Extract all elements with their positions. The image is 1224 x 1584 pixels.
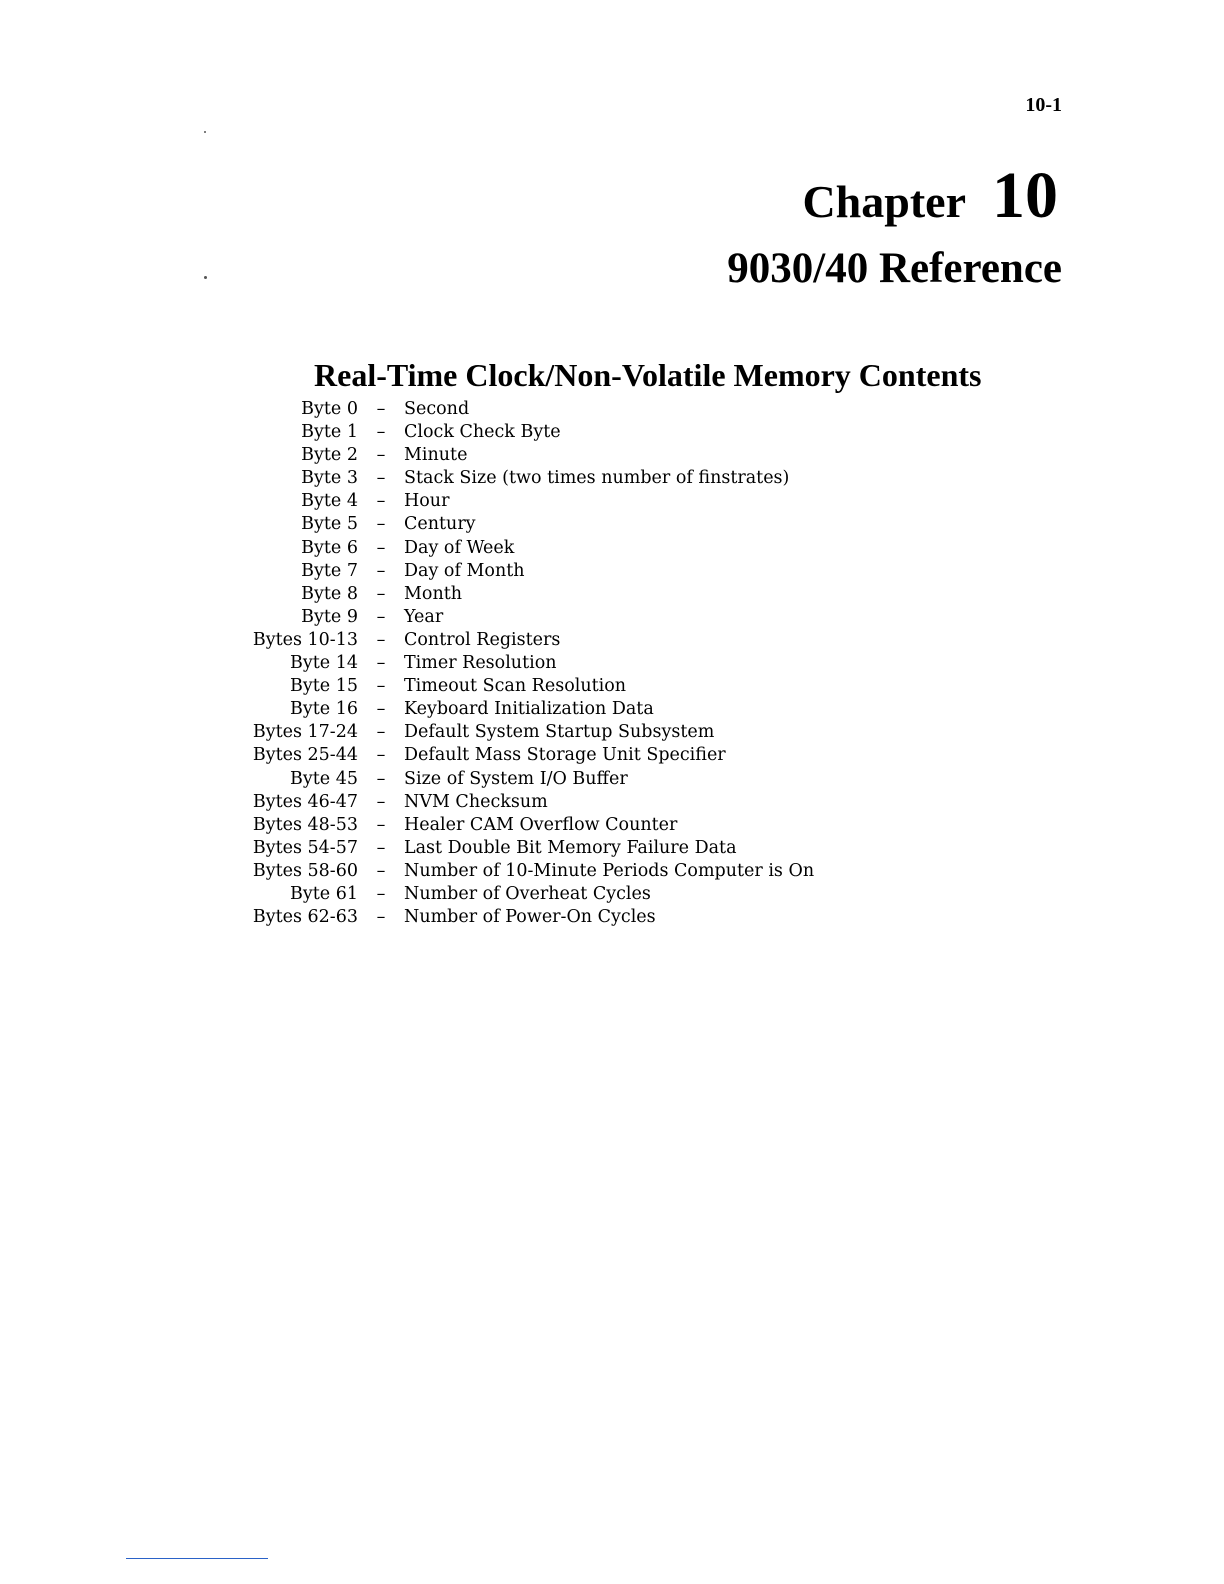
byte-description: Day of Month [404, 560, 525, 581]
byte-description: Second [404, 399, 470, 419]
byte-label: Byte 1 [301, 422, 358, 443]
dash-separator: – [376, 837, 386, 858]
byte-label: Byte 61 [290, 883, 358, 904]
byte-description: Number of Overheat Cycles [404, 883, 651, 904]
byte-row [236, 583, 814, 606]
byte-description: Day of Week [404, 537, 515, 558]
byte-description: Minute [404, 445, 468, 466]
dash-separator: – [376, 422, 386, 443]
scan-speck [204, 276, 207, 279]
byte-label: Byte 4 [301, 491, 358, 512]
byte-row [236, 490, 814, 513]
byte-description: Century [404, 514, 476, 535]
scan-speck [204, 131, 206, 133]
chapter-number: 10 [992, 159, 1058, 232]
byte-description: Healer CAM Overflow Counter [404, 814, 678, 835]
dash-separator: – [376, 399, 386, 419]
byte-description: Size of System I/O Buffer [404, 768, 628, 789]
byte-label: Byte 6 [301, 537, 358, 558]
byte-label: Byte 16 [290, 699, 358, 720]
dash-separator: – [376, 699, 386, 720]
chapter-heading [802, 158, 1058, 234]
byte-description: Keyboard Initialization Data [404, 699, 654, 720]
byte-description: Last Double Bit Memory Failure Data [404, 837, 737, 858]
byte-row [236, 814, 814, 837]
dash-separator: – [376, 537, 386, 558]
byte-description: Default Mass Storage Unit Specifier [404, 745, 726, 766]
byte-row [236, 744, 814, 767]
byte-label: Byte 14 [290, 653, 358, 674]
byte-description: Timeout Scan Resolution [404, 676, 627, 697]
byte-description: NVM Checksum [404, 791, 548, 812]
byte-row [236, 444, 814, 467]
dash-separator: – [376, 907, 386, 928]
byte-row [236, 398, 814, 421]
byte-description: Timer Resolution [404, 653, 557, 674]
byte-label: Bytes 48-53 [252, 814, 358, 835]
byte-row [236, 537, 814, 560]
byte-label: Byte 3 [301, 468, 358, 489]
dash-separator: – [376, 606, 386, 627]
byte-description: Control Registers [404, 629, 561, 650]
byte-row [236, 560, 814, 583]
byte-table [236, 398, 814, 929]
byte-row [236, 906, 814, 929]
dash-separator: – [376, 745, 386, 766]
dash-separator: – [376, 883, 386, 904]
chapter-word: Chapter [802, 176, 966, 227]
byte-description: Month [404, 583, 463, 604]
byte-row [236, 860, 814, 883]
byte-description: Hour [404, 491, 450, 512]
byte-row [236, 721, 814, 744]
byte-row [236, 883, 814, 906]
byte-label: Byte 45 [290, 768, 358, 789]
dash-separator: – [376, 583, 386, 604]
page-number: 10-1 [1025, 94, 1062, 116]
byte-row [236, 837, 814, 860]
dash-separator: – [376, 468, 386, 489]
dash-separator: – [376, 491, 386, 512]
section-title: Real-Time Clock/Non-Volatile Memory Contents [314, 357, 982, 393]
byte-label: Byte 15 [290, 676, 358, 697]
byte-row [236, 768, 814, 791]
dash-separator: – [376, 768, 386, 789]
byte-description: Number of Power-On Cycles [404, 907, 656, 928]
byte-row [236, 652, 814, 675]
byte-row [236, 467, 814, 490]
byte-row [236, 606, 814, 629]
dash-separator: – [376, 860, 386, 881]
byte-label: Bytes 62-63 [252, 907, 358, 928]
byte-label: Byte 8 [301, 583, 358, 604]
byte-label: Bytes 58-60 [252, 860, 358, 881]
byte-label: Byte 9 [301, 606, 358, 627]
byte-label: Bytes 10-13 [252, 629, 358, 650]
byte-row [236, 513, 814, 536]
byte-row [236, 698, 814, 721]
byte-label: Bytes 46-47 [252, 791, 358, 812]
dash-separator: – [376, 653, 386, 674]
byte-label: Bytes 17-24 [252, 722, 358, 743]
dash-separator: – [376, 629, 386, 650]
dash-separator: – [376, 722, 386, 743]
byte-description: Number of 10-Minute Periods Computer is On [404, 860, 815, 881]
byte-label: Bytes 25-44 [252, 745, 358, 766]
byte-description: Stack Size (two times number of finstrates) [404, 468, 790, 489]
dash-separator: – [376, 791, 386, 812]
byte-row [236, 791, 814, 814]
byte-row [236, 421, 814, 444]
byte-description: Default System Startup Subsystem [404, 722, 715, 743]
byte-label: Byte 2 [301, 445, 358, 466]
dash-separator: – [376, 445, 386, 466]
byte-label: Byte 7 [301, 560, 358, 581]
byte-label: Byte 0 [301, 399, 358, 419]
byte-description: Clock Check Byte [404, 422, 561, 443]
dash-separator: – [376, 676, 386, 697]
byte-row [236, 675, 814, 698]
dash-separator: – [376, 560, 386, 581]
byte-row [236, 629, 814, 652]
byte-description: Year [404, 606, 444, 627]
footer-rule [126, 1558, 268, 1559]
dash-separator: – [376, 514, 386, 535]
chapter-subtitle: 9030/40 Reference [727, 245, 1062, 292]
dash-separator: – [376, 814, 386, 835]
byte-label: Byte 5 [301, 514, 358, 535]
byte-label: Bytes 54-57 [252, 837, 358, 858]
